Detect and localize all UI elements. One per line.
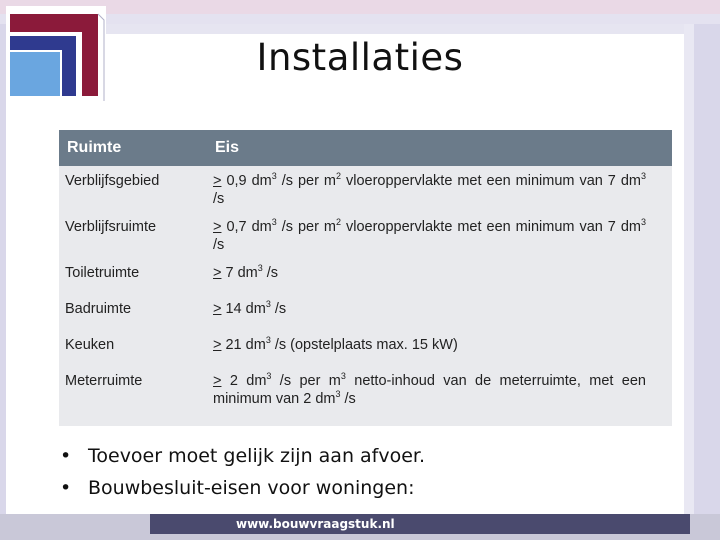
cell-requirement (213, 330, 672, 366)
frame-top (6, 24, 694, 34)
req-sup: 3 (271, 171, 277, 182)
bullet-text: Toevoer moet gelijk zijn aan afvoer. (88, 445, 426, 467)
req-part: 2 dm (221, 373, 267, 389)
req-sup: 3 (641, 217, 647, 228)
cell-requirement (213, 166, 672, 212)
req-sup: 3 (641, 171, 647, 182)
req-sup: 3 (340, 371, 346, 382)
req-part: 0,9 dm (221, 173, 272, 189)
footer-url: www.bouwvraagstuk.nl (236, 517, 395, 531)
list-item (58, 440, 678, 472)
ge-symbol: > (213, 173, 222, 189)
req-sup: 3 (257, 263, 263, 274)
list-item (58, 472, 678, 504)
ge-symbol: > (213, 373, 222, 389)
bullet-list (58, 440, 678, 504)
table-row (59, 212, 672, 258)
cell-requirement (213, 212, 672, 258)
cell-room: Verblijfsgebied (65, 173, 160, 189)
req-part: /s per m (276, 173, 336, 189)
cell-room: Keuken (65, 337, 115, 353)
req-sup: 3 (265, 299, 271, 310)
ge-symbol: > (213, 337, 222, 353)
frame-right (694, 24, 720, 514)
req-part: /s (opstelplaats max. 15 kW) (270, 337, 458, 353)
requirements-table (59, 130, 672, 426)
footer-bar (150, 514, 690, 534)
cell-requirement (213, 258, 672, 294)
req-sup: 3 (271, 217, 277, 228)
top-stripe-pink (0, 0, 720, 14)
table-row (59, 258, 672, 294)
table-row (59, 166, 672, 212)
cell-room: Badruimte (65, 301, 132, 317)
slide-title: Installaties (256, 36, 464, 79)
req-sup: 3 (266, 371, 272, 382)
cell-room: Verblijfsruimte (65, 219, 157, 235)
cell-room: Meterruimte (65, 373, 143, 389)
table-row (59, 294, 672, 330)
header-room: Ruimte (59, 130, 213, 166)
req-sup: 3 (265, 335, 271, 346)
req-part: 0,7 dm (221, 219, 272, 235)
req-part: /s (262, 265, 279, 281)
ge-symbol: > (213, 301, 222, 317)
req-part: /s per m (271, 373, 341, 389)
req-part: 7 dm (221, 265, 258, 281)
bullet-icon: • (60, 445, 72, 467)
bullet-text: Bouwbesluit-eisen voor woningen: (88, 477, 415, 499)
cell-requirement (213, 366, 672, 412)
top-stripe-lavender (0, 14, 720, 24)
req-part: /s (340, 391, 356, 407)
table-row (59, 366, 672, 412)
frame-right-inner (684, 24, 694, 514)
req-part: /s per m (276, 219, 336, 235)
req-sup: 2 (336, 171, 342, 182)
ge-symbol: > (213, 219, 222, 235)
req-part: /s (213, 237, 225, 253)
table-row (59, 330, 672, 366)
ge-symbol: > (213, 265, 222, 281)
header-requirement: Eis (213, 130, 672, 166)
req-part: /s (270, 301, 287, 317)
bullet-icon: • (60, 477, 72, 499)
req-part: 21 dm (221, 337, 266, 353)
req-part: /s (213, 191, 225, 207)
req-sup: 2 (336, 217, 342, 228)
cell-requirement (213, 294, 672, 330)
req-part: netto-inhoud van de meterruimte, met een minimum van 2 dm (213, 373, 646, 407)
table-header-row (59, 130, 672, 166)
req-part: vloeroppervlakte met een minimum van 7 dm (341, 219, 641, 235)
req-part: vloeroppervlakte met een minimum van 7 dm (341, 173, 641, 189)
req-sup: 3 (335, 389, 341, 400)
cell-room: Toiletruimte (65, 265, 140, 281)
req-part: 14 dm (221, 301, 266, 317)
